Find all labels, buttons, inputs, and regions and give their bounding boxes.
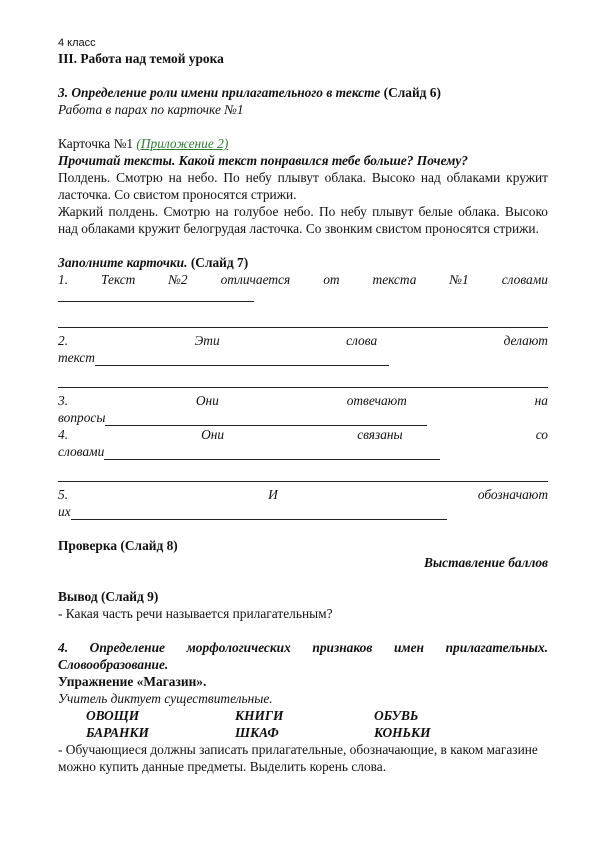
item-word: словами [58,444,105,459]
task3-slide: (Слайд 6) [383,85,441,100]
item-number: 3. [58,393,69,408]
card-text-2: Жаркий полдень. Смотрю на голубое небо. По небу плывут белые облака. Высоко над облаками кружит белогрудая ласточка. Со звонким свистом проносятся стрижи. [58,204,548,236]
check-heading [58,537,548,554]
item-word: отличается [220,272,291,287]
exercise-title: Упражнение «Магазин». [58,674,207,689]
check-slide: (Слайд 8) [120,538,178,553]
fill-heading [58,254,548,271]
item-word: №2 [168,272,188,287]
item-word: текста [372,272,417,287]
grade-label: 4 класс [58,37,96,49]
fill-item-2 [58,332,548,349]
fill-item-5-cont [58,503,548,520]
item-word: на [534,393,548,408]
conclusion-question: - Какая часть речи называется прилагательным? [58,606,333,621]
item-word: Текст [101,272,136,287]
conclusion-title: Вывод [58,589,98,604]
noun-word: КОНЬКИ [374,725,431,740]
item-word: их [58,504,71,519]
task3-subtitle: Работа в парах по карточке №1 [58,102,244,117]
item-number: 1. [58,272,69,287]
item-word: Эти [194,333,220,348]
item-word: делают [503,333,548,348]
worksheet-page [58,36,548,775]
section-heading: III. Работа над темой урока [58,51,224,66]
item-word: словами [501,272,548,287]
goods-row-1 [58,707,548,724]
fill-item-4-cont [58,443,548,460]
noun-word: БАРАНКИ [86,725,149,740]
fill-item-3 [58,392,548,409]
goods-row-2 [58,724,548,741]
item-word: Они [201,427,225,442]
item-word: обозначают [477,487,548,502]
item-word: слова [346,333,378,348]
task4-title: 4. Определение морфологических признаков имен прилагательных. Словообразование. [58,640,548,672]
item-word: вопросы [58,410,106,425]
teacher-instruction: Учитель диктует существительные. [58,691,273,706]
answer-line[interactable] [58,288,254,302]
item-word: отвечают [346,393,407,408]
answer-line[interactable] [71,506,447,520]
fill-item-3-cont [58,409,548,426]
card-header [58,135,548,152]
appendix-link[interactable]: (Приложение 2) [136,136,229,151]
answer-line[interactable] [105,412,427,426]
item-word: от [323,272,340,287]
item-number: 4. [58,427,69,442]
noun-word: ОВОЩИ [86,708,140,723]
item-number: 2. [58,333,69,348]
noun-word: КНИГИ [235,708,284,723]
item-word: И [268,487,278,502]
fill-item-2-cont [58,349,548,366]
noun-word: ШКАФ [235,725,279,740]
answer-line[interactable] [104,446,440,460]
scores-label: Выставление баллов [423,555,548,570]
conclusion-slide: (Слайд 9) [100,589,159,604]
item-word: текст [58,350,95,365]
answer-line[interactable] [58,374,548,388]
fill-slide: (Слайд 7) [190,255,249,270]
conclusion-heading [58,588,548,605]
student-instruction: - Обучающиеся должны записать прилагательные, обозначающие, в каком магазине можно купить данные предметы. Выделить корень слова. [58,742,538,774]
card-label: Карточка №1 [58,136,134,151]
item-word: №1 [449,272,469,287]
item-number: 5. [58,487,69,502]
item-word: связаны [357,427,403,442]
fill-item-1 [58,271,548,288]
card-question: Прочитай тексты. Какой текст понравился тебе больше? Почему? [58,153,469,168]
answer-line[interactable] [58,314,548,328]
fill-item-5 [58,486,548,503]
fill-title: Заполните карточки. [58,255,188,270]
check-title: Проверка [58,538,118,553]
noun-word: ОБУВЬ [374,708,419,723]
card-text-1: Полдень. Смотрю на небо. По небу плывут облака. Высоко над облаками кружит ласточка. Со свистом проносятся стрижи. [58,170,548,202]
task3-title: 3. Определение роли имени прилагательного в тексте [58,85,381,100]
item-word: со [535,427,548,442]
task3-heading [58,84,548,101]
item-word: Они [195,393,219,408]
answer-line[interactable] [58,468,548,482]
fill-item-4 [58,426,548,443]
answer-line[interactable] [95,352,389,366]
